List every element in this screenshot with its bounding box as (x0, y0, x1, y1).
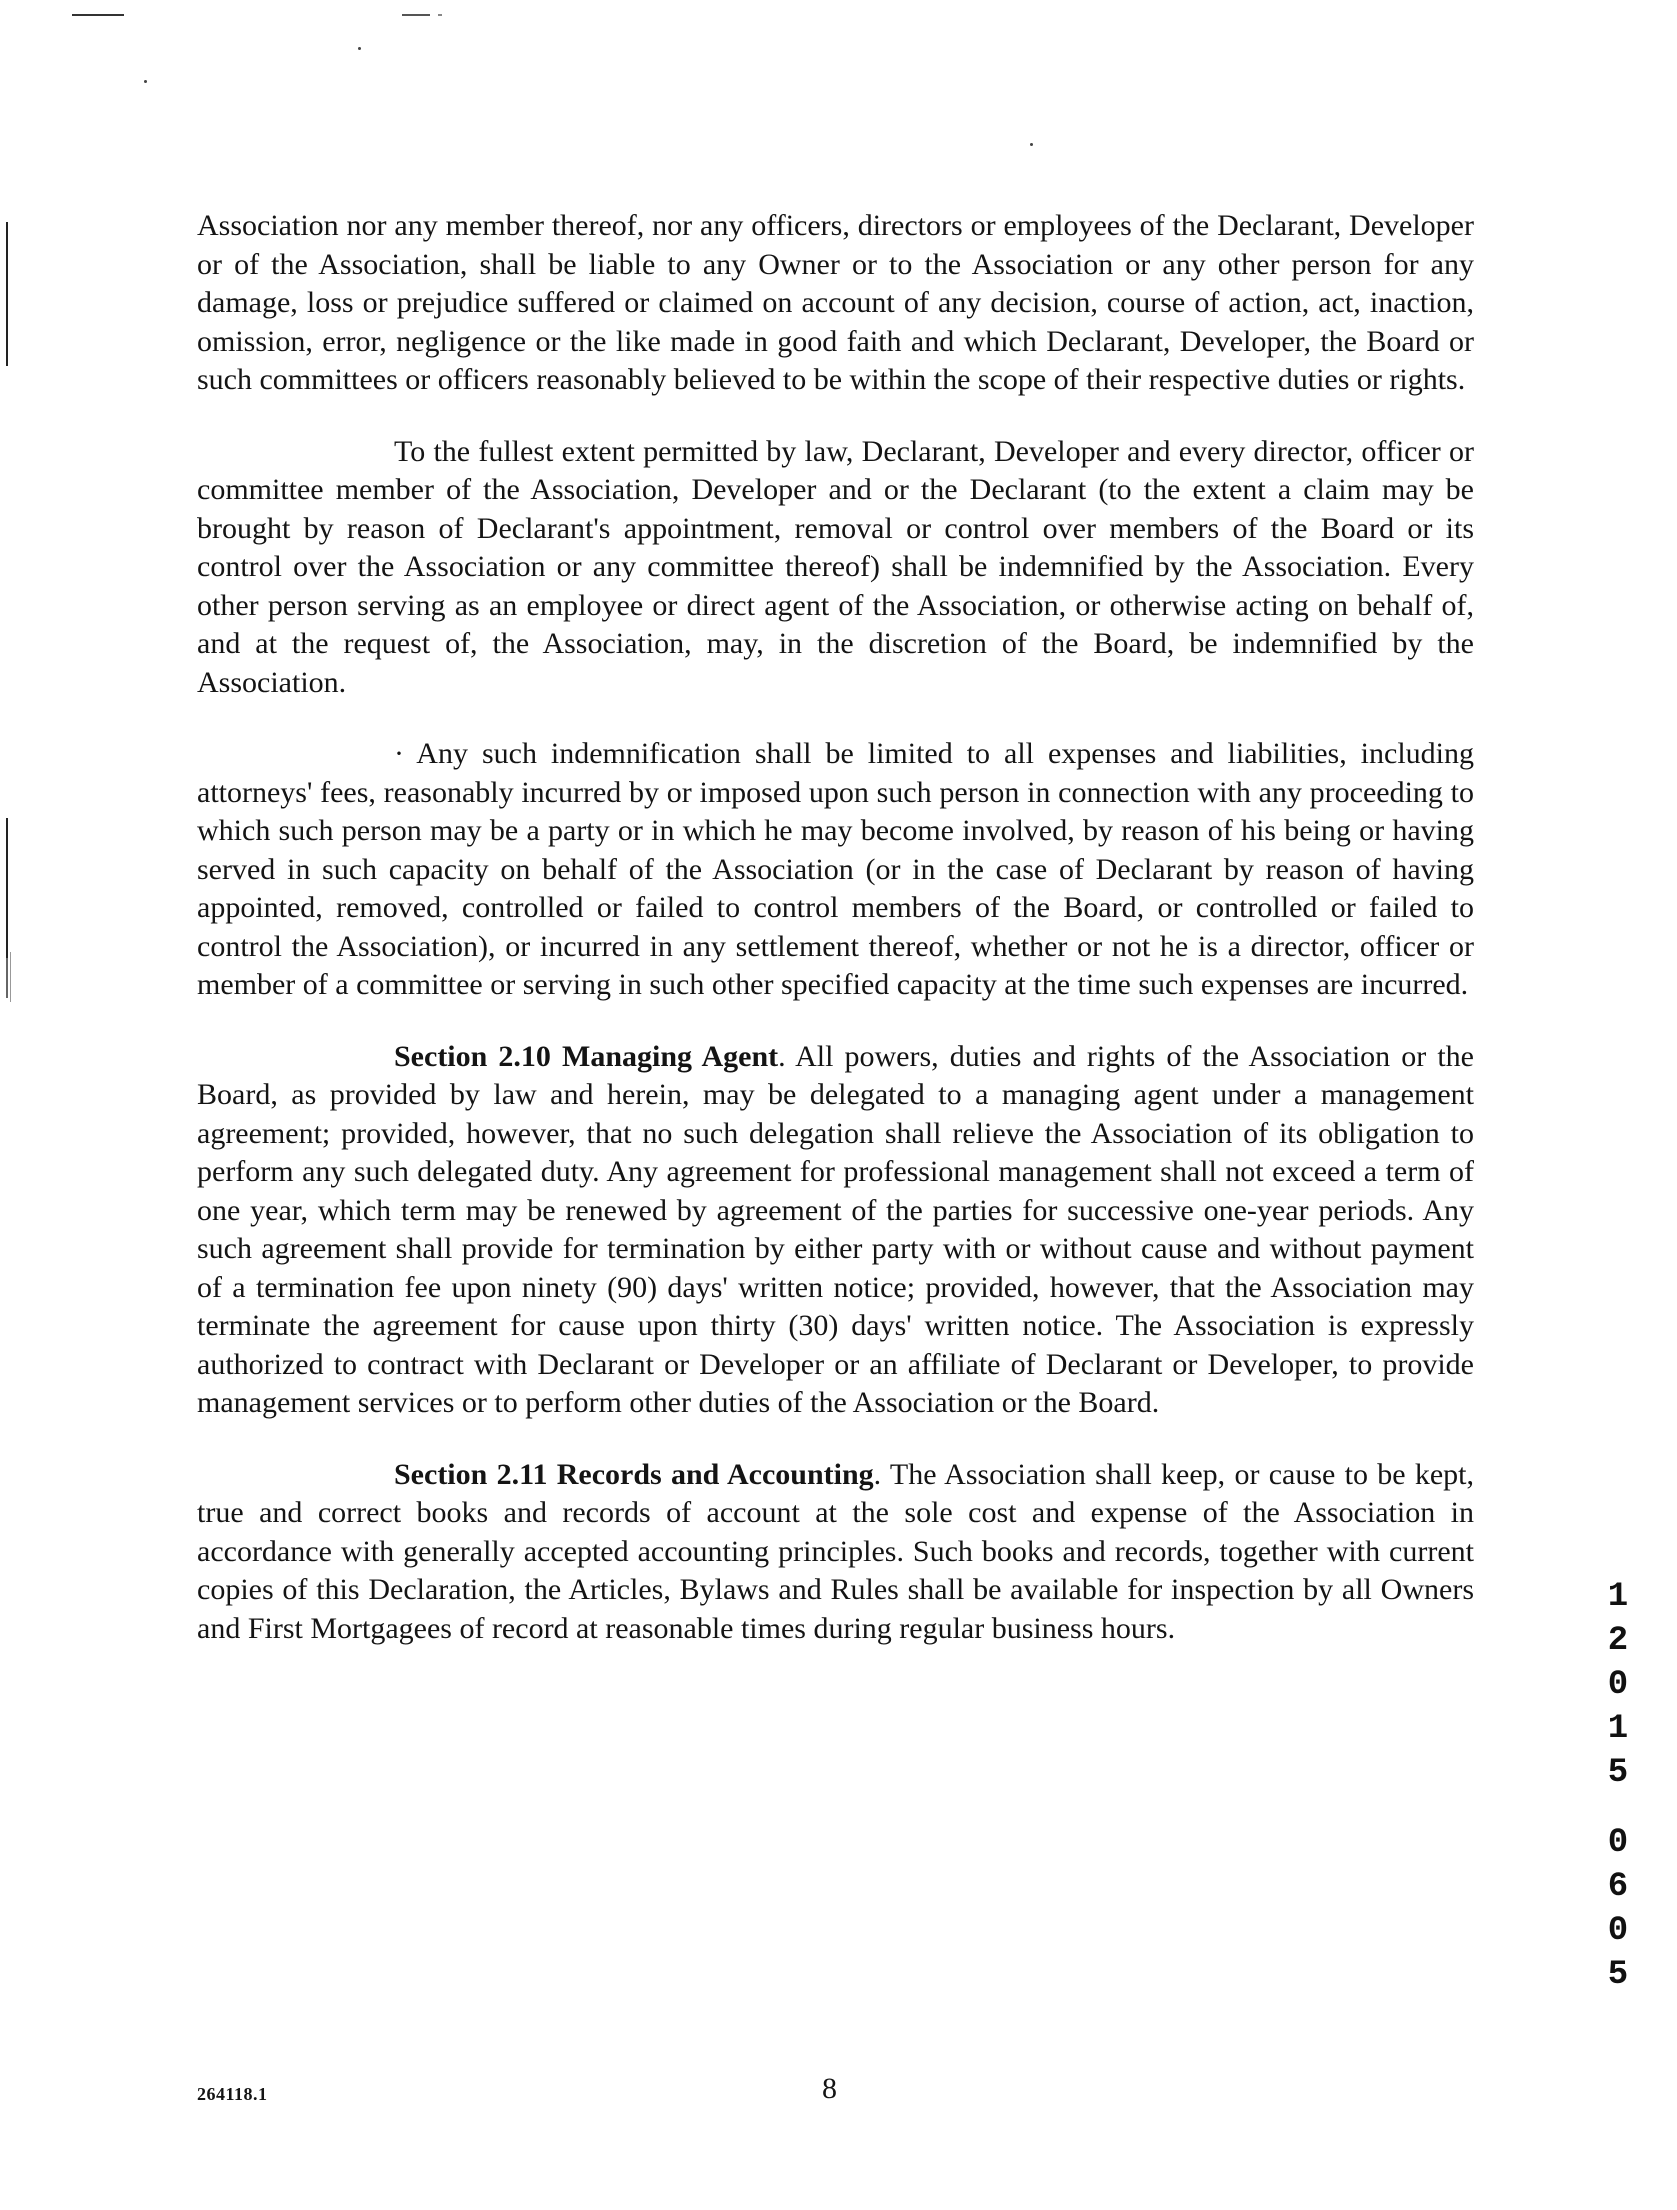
document-id: 264118.1 (197, 2084, 268, 2104)
stamp-digit: 6 (1607, 1868, 1629, 1906)
scan-speck (358, 47, 361, 50)
margin-mark (10, 952, 11, 1002)
stamp-digit: 0 (1607, 1912, 1629, 1950)
stamp-gap (1598, 1795, 1638, 1821)
section-text: . The Association shall keep, or cause to be kept, true and correct books and records of account at the sole cost and expense of the Association in accordance with generally accepted accounting principles. Such books and records, together with current copies of this Declaration, the Articles, Bylaws and Rules shall be available for inspection by all Owners and First Mortgagees of record at reasonable times during regular business hours. (197, 1457, 1475, 1645)
scan-artifact (402, 14, 430, 16)
section-text: . All powers, duties and rights of the Association or the Board, as provided by law and herein, may be delegated to a managing agent under a management agreement; provided, however, that no such delegation shall relieve the Association of its obligation to perform any such delegated duty. Any agreement for professional management shall not exceed a term of one year, which term may be renewed by agreement of the parties for successive one-year periods. Any such agreement shall provide for termination by either party with or without cause and without payment of a termination fee upon ninety (90) days' written notice; provided, however, that the Association may terminate the agreement for cause upon thirty (30) days' written notice. The Association is expressly authorized to contract with Declarant or Developer or an affiliate of Declarant or Developer, to provide management services or to perform other duties of the Association or the Board. (197, 1039, 1474, 1419)
paragraph-liability: Association nor any member thereof, nor any officers, directors or employees of the Declarant, Developer or of the Association, shall be liable to any Owner or to the Association or any other person for any damage, loss or prejudice suffered or claimed on account of any decision, course of action, act, inaction, omission, error, negligence or the like made in good faith and which Declarant, Developer, the Board or such committees or officers reasonably believed to be within the scope of their respective duties or rights. (197, 209, 1474, 396)
scan-speck (144, 80, 147, 83)
stamp-digit: 2 (1607, 1622, 1629, 1660)
section-heading: Section 2.10 Managing Agent (394, 1039, 779, 1073)
recording-number-stamp (1598, 1575, 1638, 1997)
stamp-digit: 1 (1607, 1710, 1629, 1748)
margin-mark (6, 222, 8, 366)
stamp-digit: 5 (1607, 1956, 1629, 1994)
margin-mark (6, 818, 8, 958)
scan-speck (1030, 143, 1033, 146)
stamp-digit: 0 (1607, 1824, 1629, 1862)
scan-artifact (438, 14, 442, 16)
stamp-digit: 5 (1607, 1754, 1629, 1792)
page-number: 8 (822, 2072, 837, 2105)
scan-artifact (72, 14, 124, 16)
section-managing-agent (197, 1038, 1474, 1423)
margin-mark (6, 958, 8, 998)
paragraph-indemnification: To the fullest extent permitted by law, Declarant, Developer and every director, officer or committee member of the Association, Developer and or the Declarant (to the extent a claim may be brought by reason of Declarant's appointment, removal or control over members of the Board or its control over the Association or any committee thereof) shall be indemnified by the Association. Every other person serving as an employee or direct agent of the Association, or otherwise acting on behalf of, and at the request of, the Association, may, in the discretion of the Board, be indemnified by the Association. (197, 434, 1474, 699)
paragraph-indemnification-limits: · Any such indemnification shall be limited to all expenses and liabilities, including attorneys' fees, reasonably incurred by or imposed upon such person in connection with any proceeding to which such person may be a party or in which he may become involved, by reason of his being or having served in such capacity on behalf of the Association (or in the case of Declarant by reason of having appointed, removed, controlled or failed to control members of the Board, or controlled or failed to control the Association), or incurred in any settlement thereof, whether or not he is a director, officer or member of a committee or serving in such other specified capacity at the time such expenses are incurred. (197, 737, 1474, 1001)
document-body (197, 207, 1474, 1681)
section-records-accounting (197, 1456, 1474, 1649)
stamp-digit: 1 (1607, 1578, 1629, 1616)
stamp-digit: 0 (1607, 1666, 1629, 1704)
section-heading: Section 2.11 Records and Accounting (394, 1457, 874, 1491)
